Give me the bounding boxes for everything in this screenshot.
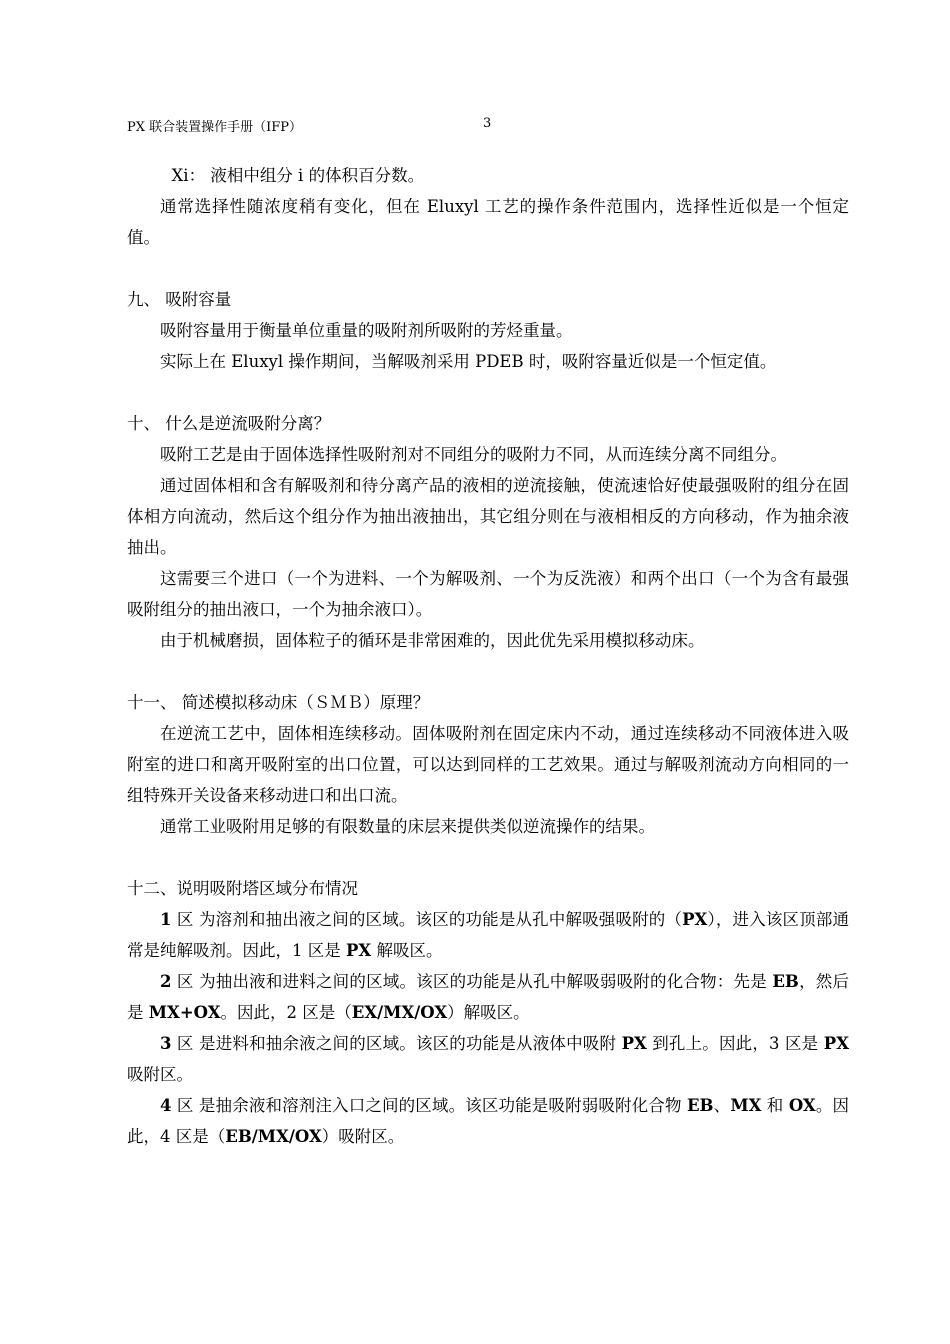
zone-paragraph — [127, 1090, 849, 1152]
document-body — [127, 160, 849, 1152]
paragraph: 这需要三个进口（一个为进料、一个为解吸剂、一个为反洗液）和两个出口（一个为含有最强吸附组分的抽出液口，一个为抽余液口）。 — [127, 569, 849, 619]
text-run: 到孔上。因此，3 区是 — [646, 1034, 824, 1053]
paragraph: 实际上在 Eluxyl 操作期间，当解吸剂采用 PDEB 时，吸附容量近似是一个恒定值。 — [160, 352, 777, 371]
section-heading: 十一、 简述模拟移动床（ＳＭＢ）原理？ — [127, 693, 430, 712]
text-run: 。因此，4 区是（ — [127, 1096, 850, 1146]
bold-term: EB/MX/OX — [225, 1127, 322, 1146]
page-number: 3 — [483, 116, 492, 131]
bold-term: MX+OX — [148, 1003, 221, 1022]
text-run: 区 是进料和抽余液之间的区域。该区的功能是从液体中吸附 — [171, 1034, 622, 1053]
bold-term: PX — [823, 1034, 849, 1053]
paragraph: 在逆流工艺中，固体相连续移动。固体吸附剂在固定床内不动，通过连续移动不同液体进入吸附室的进口和离开吸附室的出口位置，可以达到同样的工艺效果。通过与解吸剂流动方向相同的一组特殊开关设备来移动进口和出口流。 — [127, 724, 849, 805]
text-run: ，然后是 — [127, 972, 849, 1022]
header-title: PX 联合装置操作手册（IFP） — [127, 120, 303, 135]
bold-term: PX — [346, 941, 372, 960]
bold-term: 2 — [160, 972, 172, 991]
paragraph: 吸附工艺是由于固体选择性吸附剂对不同组分的吸附力不同，从而连续分离不同组分。 — [160, 445, 787, 464]
bold-term: 4 — [160, 1096, 172, 1115]
text-run: 。因此，2 区是（ — [220, 1003, 352, 1022]
text-run: 区 是抽余液和溶剂注入口之间的区域。该区功能是吸附弱吸附化合物 — [171, 1096, 687, 1115]
section-heading: 十二、说明吸附塔区域分布情况 — [127, 879, 358, 898]
bold-term: OX — [788, 1096, 816, 1115]
text-run: 解吸区。 — [371, 941, 443, 960]
text-run: ），进入该区顶部通常是纯解吸剂。因此，1 区是 — [127, 910, 849, 960]
bold-term: PX — [621, 1034, 647, 1053]
text-run: 和 — [761, 1096, 789, 1115]
paragraph: 由于机械磨损，固体粒子的循环是非常困难的，因此优先采用模拟移动床。 — [160, 631, 705, 650]
section-heading: 九、 吸附容量 — [127, 290, 232, 309]
paragraph: 通常选择性随浓度稍有变化，但在 Eluxyl 工艺的操作条件范围内，选择性近似是一个恒定值。 — [127, 197, 849, 247]
bold-term: PX — [682, 910, 708, 929]
bold-term: 1 — [160, 910, 172, 929]
paragraph: 通常工业吸附用足够的有限数量的床层来提供类似逆流操作的结果。 — [160, 817, 655, 836]
zone-paragraph — [127, 1028, 849, 1090]
paragraph: 通过固体相和含有解吸剂和待分离产品的液相的逆流接触，使流速恰好使最强吸附的组分在固体相方向流动，然后这个组分作为抽出液抽出，其它组分则在与液相相反的方向移动，作为抽余液抽出。 — [127, 476, 849, 557]
text-run: ）吸附区。 — [321, 1127, 405, 1146]
paragraph: 吸附容量用于衡量单位重量的吸附剂所吸附的芳烃重量。 — [160, 321, 573, 340]
page-header — [127, 116, 847, 136]
text-run: 区 为溶剂和抽出液之间的区域。该区的功能是从孔中解吸强吸附的（ — [171, 910, 683, 929]
bold-term: MX — [730, 1096, 762, 1115]
definition-line: Xi： 液相中组分 i 的体积百分数。 — [171, 166, 425, 185]
bold-term: EX/MX/OX — [351, 1003, 448, 1022]
bold-term: 3 — [160, 1034, 172, 1053]
zone-paragraph — [127, 904, 849, 966]
section-heading: 十、 什么是逆流吸附分离？ — [127, 414, 331, 433]
text-run: 区 为抽出液和进料之间的区域。该区的功能是从孔中解吸弱吸附的化合物：先是 — [171, 972, 773, 991]
zone-paragraph — [127, 966, 849, 1028]
text-run: 吸附区。 — [127, 1065, 193, 1084]
text-run: 、 — [713, 1096, 731, 1115]
bold-term: EB — [772, 972, 799, 991]
text-run: ）解吸区。 — [447, 1003, 530, 1022]
bold-term: EB — [686, 1096, 714, 1115]
